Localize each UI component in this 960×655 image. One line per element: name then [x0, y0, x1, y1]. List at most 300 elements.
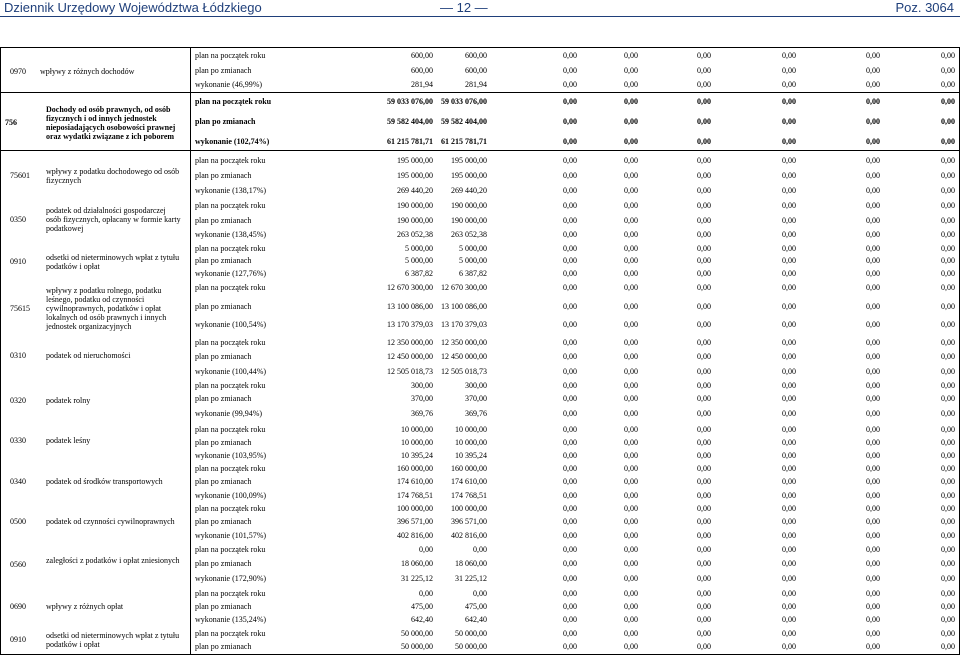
value-cell: 0,00: [866, 531, 880, 540]
value-cell: 0,00: [697, 256, 711, 265]
value-cell: 0,00: [941, 451, 955, 460]
value-cell: 190 000,00: [451, 201, 487, 210]
value-cell: 18 060,00: [401, 559, 433, 568]
value-cell: 0,00: [624, 615, 638, 624]
value-cell: 0,00: [941, 137, 955, 146]
row-label: plan po zmianach: [195, 438, 252, 447]
value-cell: 0,00: [782, 464, 796, 473]
section-code: 0310: [10, 351, 26, 360]
value-cell: 0,00: [941, 602, 955, 611]
value-cell: 0,00: [697, 80, 711, 89]
value-cell: 0,00: [563, 464, 577, 473]
row-label: plan na początek roku: [195, 201, 266, 210]
value-cell: 0,00: [866, 464, 880, 473]
value-cell: 10 000,00: [401, 438, 433, 447]
value-cell: 0,00: [563, 97, 577, 106]
row-label: wykonanie (101,57%): [195, 531, 267, 540]
value-cell: 0,00: [624, 283, 638, 292]
value-cell: 31 225,12: [455, 574, 487, 583]
value-cell: 50 000,00: [401, 629, 433, 638]
value-cell: 0,00: [624, 394, 638, 403]
section-code: 75601: [10, 171, 30, 180]
value-cell: 61 215 781,71: [441, 137, 487, 146]
row-label: wykonanie (99,94%): [195, 409, 263, 418]
value-cell: 12 450 000,00: [387, 352, 433, 361]
value-cell: 0,00: [941, 615, 955, 624]
value-cell: 0,00: [624, 559, 638, 568]
value-cell: 0,00: [866, 574, 880, 583]
value-cell: 0,00: [782, 320, 796, 329]
value-cell: 0,00: [697, 477, 711, 486]
value-cell: 174 768,51: [397, 491, 433, 500]
value-cell: 0,00: [697, 171, 711, 180]
value-cell: 0,00: [866, 137, 880, 146]
value-cell: 0,00: [697, 216, 711, 225]
row-label: wykonanie (100,54%): [195, 320, 267, 329]
value-cell: 0,00: [624, 425, 638, 434]
value-cell: 12 450 000,00: [441, 352, 487, 361]
value-cell: 31 225,12: [401, 574, 433, 583]
value-cell: 0,00: [624, 216, 638, 225]
value-cell: 12 350 000,00: [441, 338, 487, 347]
value-cell: 0,00: [563, 409, 577, 418]
value-cell: 0,00: [782, 531, 796, 540]
value-cell: 0,00: [697, 642, 711, 651]
row-label: plan po zmianach: [195, 642, 252, 651]
value-cell: 0,00: [866, 117, 880, 126]
value-cell: 475,00: [411, 602, 433, 611]
header-rule: [0, 16, 960, 17]
row-label: plan po zmianach: [195, 352, 252, 361]
value-cell: 0,00: [563, 531, 577, 540]
value-cell: 402 816,00: [397, 531, 433, 540]
value-cell: 0,00: [563, 629, 577, 638]
value-cell: 0,00: [866, 80, 880, 89]
section-code: 0340: [10, 477, 26, 486]
value-cell: 600,00: [411, 51, 433, 60]
value-cell: 190 000,00: [397, 216, 433, 225]
row-label: plan po zmianach: [195, 517, 252, 526]
value-cell: 0,00: [782, 269, 796, 278]
value-cell: 0,00: [782, 216, 796, 225]
value-cell: 0,00: [866, 269, 880, 278]
value-cell: 369,76: [465, 409, 487, 418]
value-cell: 0,00: [782, 302, 796, 311]
value-cell: 263 052,38: [451, 230, 487, 239]
value-cell: 61 215 781,71: [387, 137, 433, 146]
value-cell: 475,00: [465, 602, 487, 611]
row-label: wykonanie (138,17%): [195, 186, 267, 195]
value-cell: 0,00: [697, 574, 711, 583]
value-cell: 0,00: [941, 216, 955, 225]
value-cell: 0,00: [941, 186, 955, 195]
value-cell: 642,40: [411, 615, 433, 624]
value-cell: 12 505 018,73: [387, 367, 433, 376]
row-label: wykonanie (127,76%): [195, 269, 267, 278]
value-cell: 0,00: [624, 352, 638, 361]
section-code: 0330: [10, 436, 26, 445]
value-cell: 0,00: [866, 320, 880, 329]
value-cell: 0,00: [782, 589, 796, 598]
value-cell: 396 571,00: [397, 517, 433, 526]
value-cell: 0,00: [866, 171, 880, 180]
value-cell: 0,00: [419, 589, 433, 598]
value-cell: 0,00: [624, 201, 638, 210]
value-cell: 190 000,00: [397, 201, 433, 210]
value-cell: 0,00: [697, 629, 711, 638]
value-cell: 0,00: [624, 642, 638, 651]
row-label: plan po zmianach: [195, 117, 256, 126]
value-cell: 0,00: [697, 491, 711, 500]
value-cell: 0,00: [866, 425, 880, 434]
section-code: 0690: [10, 602, 26, 611]
value-cell: 5 000,00: [459, 244, 487, 253]
value-cell: 0,00: [624, 302, 638, 311]
value-cell: 174 610,00: [397, 477, 433, 486]
value-cell: 0,00: [941, 51, 955, 60]
value-cell: 0,00: [563, 66, 577, 75]
section-name: wpływy z różnych opłat: [46, 602, 124, 611]
value-cell: 0,00: [866, 629, 880, 638]
value-cell: 0,00: [624, 589, 638, 598]
value-cell: 0,00: [563, 137, 577, 146]
value-cell: 0,00: [624, 269, 638, 278]
value-cell: 0,00: [624, 438, 638, 447]
value-cell: 0,00: [866, 381, 880, 390]
row-label: plan na początek roku: [195, 629, 266, 638]
row-label: wykonanie (103,95%): [195, 451, 267, 460]
table-rule: [190, 47, 191, 655]
value-cell: 0,00: [941, 320, 955, 329]
value-cell: 0,00: [782, 491, 796, 500]
value-cell: 0,00: [866, 230, 880, 239]
value-cell: 0,00: [782, 186, 796, 195]
value-cell: 0,00: [563, 302, 577, 311]
value-cell: 0,00: [624, 156, 638, 165]
value-cell: 0,00: [563, 51, 577, 60]
value-cell: 396 571,00: [451, 517, 487, 526]
value-cell: 100 000,00: [397, 504, 433, 513]
value-cell: 0,00: [697, 186, 711, 195]
value-cell: 600,00: [465, 51, 487, 60]
row-label: wykonanie (100,44%): [195, 367, 267, 376]
value-cell: 0,00: [563, 574, 577, 583]
value-cell: 6 387,82: [405, 269, 433, 278]
value-cell: 0,00: [624, 51, 638, 60]
value-cell: 300,00: [411, 381, 433, 390]
value-cell: 0,00: [782, 602, 796, 611]
value-cell: 12 505 018,73: [441, 367, 487, 376]
value-cell: 0,00: [697, 66, 711, 75]
value-cell: 0,00: [624, 171, 638, 180]
value-cell: 0,00: [563, 589, 577, 598]
value-cell: 0,00: [697, 517, 711, 526]
value-cell: 0,00: [866, 156, 880, 165]
value-cell: 0,00: [624, 409, 638, 418]
row-label: plan na początek roku: [195, 338, 266, 347]
value-cell: 195 000,00: [397, 156, 433, 165]
value-cell: 0,00: [563, 186, 577, 195]
value-cell: 0,00: [941, 244, 955, 253]
value-cell: 0,00: [941, 156, 955, 165]
value-cell: 0,00: [941, 464, 955, 473]
value-cell: 0,00: [563, 394, 577, 403]
value-cell: 0,00: [866, 438, 880, 447]
value-cell: 0,00: [941, 477, 955, 486]
table-rule: [0, 150, 960, 151]
value-cell: 0,00: [563, 504, 577, 513]
value-cell: 50 000,00: [401, 642, 433, 651]
value-cell: 0,00: [941, 491, 955, 500]
value-cell: 0,00: [866, 302, 880, 311]
value-cell: 0,00: [624, 186, 638, 195]
value-cell: 0,00: [697, 352, 711, 361]
value-cell: 160 000,00: [451, 464, 487, 473]
row-label: plan po zmianach: [195, 302, 252, 311]
value-cell: 0,00: [697, 381, 711, 390]
value-cell: 0,00: [563, 117, 577, 126]
value-cell: 0,00: [624, 230, 638, 239]
row-label: plan po zmianach: [195, 559, 252, 568]
value-cell: 0,00: [563, 477, 577, 486]
value-cell: 0,00: [624, 137, 638, 146]
value-cell: 0,00: [697, 320, 711, 329]
value-cell: 0,00: [782, 545, 796, 554]
value-cell: 642,40: [465, 615, 487, 624]
value-cell: 0,00: [941, 117, 955, 126]
value-cell: 0,00: [941, 367, 955, 376]
value-cell: 0,00: [697, 394, 711, 403]
value-cell: 6 387,82: [459, 269, 487, 278]
value-cell: 195 000,00: [397, 171, 433, 180]
value-cell: 0,00: [563, 269, 577, 278]
value-cell: 0,00: [782, 338, 796, 347]
value-cell: 0,00: [782, 615, 796, 624]
value-cell: 0,00: [782, 451, 796, 460]
value-cell: 0,00: [624, 574, 638, 583]
value-cell: 0,00: [563, 438, 577, 447]
section-name: podatek od nieruchomości: [46, 351, 131, 360]
value-cell: 0,00: [941, 504, 955, 513]
value-cell: 18 060,00: [455, 559, 487, 568]
value-cell: 0,00: [782, 66, 796, 75]
value-cell: 0,00: [866, 517, 880, 526]
value-cell: 0,00: [563, 338, 577, 347]
value-cell: 10 000,00: [401, 425, 433, 434]
value-cell: 0,00: [866, 367, 880, 376]
value-cell: 0,00: [563, 491, 577, 500]
row-label: plan po zmianach: [195, 216, 252, 225]
value-cell: 0,00: [941, 269, 955, 278]
value-cell: 100 000,00: [451, 504, 487, 513]
value-cell: 0,00: [941, 531, 955, 540]
value-cell: 0,00: [697, 156, 711, 165]
value-cell: 0,00: [782, 256, 796, 265]
value-cell: 0,00: [419, 545, 433, 554]
value-cell: 0,00: [697, 409, 711, 418]
value-cell: 0,00: [563, 256, 577, 265]
row-label: plan na początek roku: [195, 244, 266, 253]
value-cell: 269 440,20: [397, 186, 433, 195]
value-cell: 0,00: [782, 394, 796, 403]
value-cell: 0,00: [866, 642, 880, 651]
row-label: plan po zmianach: [195, 602, 252, 611]
value-cell: 0,00: [563, 602, 577, 611]
value-cell: 0,00: [866, 97, 880, 106]
value-cell: 0,00: [563, 545, 577, 554]
section-name: podatek od środków transportowych: [46, 477, 163, 486]
row-label: plan na początek roku: [195, 589, 266, 598]
value-cell: 59 033 076,00: [387, 97, 433, 106]
value-cell: 0,00: [941, 338, 955, 347]
value-cell: 0,00: [866, 66, 880, 75]
value-cell: 370,00: [411, 394, 433, 403]
value-cell: 0,00: [624, 117, 638, 126]
value-cell: 12 670 300,00: [387, 283, 433, 292]
value-cell: 0,00: [782, 629, 796, 638]
value-cell: 0,00: [941, 352, 955, 361]
value-cell: 0,00: [697, 464, 711, 473]
value-cell: 0,00: [782, 381, 796, 390]
row-label: plan na początek roku: [195, 381, 266, 390]
value-cell: 0,00: [782, 244, 796, 253]
value-cell: 0,00: [624, 545, 638, 554]
page-header: [0, 0, 960, 17]
value-cell: 0,00: [563, 642, 577, 651]
section-code: 756: [5, 118, 17, 127]
value-cell: 0,00: [563, 367, 577, 376]
value-cell: 0,00: [782, 201, 796, 210]
value-cell: 5 000,00: [459, 256, 487, 265]
value-cell: 0,00: [866, 589, 880, 598]
value-cell: 59 582 404,00: [387, 117, 433, 126]
row-label: plan na początek roku: [195, 51, 266, 60]
value-cell: 0,00: [563, 381, 577, 390]
value-cell: 0,00: [563, 615, 577, 624]
value-cell: 10 000,00: [455, 438, 487, 447]
value-cell: 0,00: [624, 602, 638, 611]
value-cell: 0,00: [697, 201, 711, 210]
value-cell: 174 768,51: [451, 491, 487, 500]
section-name: zaległości z podatków i opłat zniesionych: [46, 555, 180, 565]
section-name: wpływy z różnych dochodów: [40, 67, 135, 76]
value-cell: 0,00: [866, 244, 880, 253]
row-label: plan po zmianach: [195, 394, 252, 403]
value-cell: 0,00: [697, 367, 711, 376]
value-cell: 0,00: [697, 51, 711, 60]
value-cell: 0,00: [697, 269, 711, 278]
value-cell: 160 000,00: [397, 464, 433, 473]
row-label: wykonanie (172,90%): [195, 574, 267, 583]
value-cell: 0,00: [624, 517, 638, 526]
value-cell: 0,00: [624, 256, 638, 265]
value-cell: 0,00: [624, 491, 638, 500]
value-cell: 0,00: [941, 171, 955, 180]
section-code: 0350: [10, 215, 26, 224]
row-label: plan po zmianach: [195, 477, 252, 486]
value-cell: 0,00: [563, 283, 577, 292]
value-cell: 0,00: [941, 201, 955, 210]
value-cell: 0,00: [624, 66, 638, 75]
value-cell: 0,00: [866, 409, 880, 418]
value-cell: 10 395,24: [455, 451, 487, 460]
row-label: plan na początek roku: [195, 464, 266, 473]
value-cell: 0,00: [782, 504, 796, 513]
value-cell: 0,00: [782, 171, 796, 180]
value-cell: 0,00: [782, 352, 796, 361]
value-cell: 0,00: [941, 545, 955, 554]
value-cell: 0,00: [866, 283, 880, 292]
value-cell: 0,00: [782, 517, 796, 526]
value-cell: 0,00: [624, 477, 638, 486]
value-cell: 0,00: [866, 491, 880, 500]
value-cell: 59 582 404,00: [441, 117, 487, 126]
value-cell: 0,00: [624, 504, 638, 513]
value-cell: 0,00: [866, 545, 880, 554]
value-cell: 0,00: [624, 97, 638, 106]
value-cell: 50 000,00: [455, 629, 487, 638]
value-cell: 0,00: [563, 216, 577, 225]
row-label: wykonanie (135,24%): [195, 615, 267, 624]
row-label: plan na początek roku: [195, 504, 266, 513]
position-number: Poz. 3064: [895, 0, 954, 15]
value-cell: 190 000,00: [451, 216, 487, 225]
value-cell: 0,00: [624, 381, 638, 390]
value-cell: 263 052,38: [397, 230, 433, 239]
section-name: wpływy z podatku rolnego, podatku leśnego, podatku od czynności cywilnoprawnych, podatków i opłat lokalnych od osób prawnych i innych jednostek organizacyjnych: [46, 286, 167, 331]
value-cell: 0,00: [866, 602, 880, 611]
value-cell: 0,00: [697, 230, 711, 239]
value-cell: 0,00: [697, 504, 711, 513]
value-cell: 402 816,00: [451, 531, 487, 540]
value-cell: 0,00: [563, 80, 577, 89]
section-code: 0320: [10, 396, 26, 405]
value-cell: 0,00: [782, 156, 796, 165]
value-cell: 281,94: [465, 80, 487, 89]
row-label: plan na początek roku: [195, 97, 272, 106]
row-label: plan na początek roku: [195, 283, 266, 292]
journal-title: Dziennik Urzędowy Województwa Łódzkiego: [4, 0, 262, 15]
value-cell: 0,00: [624, 320, 638, 329]
value-cell: 0,00: [697, 137, 711, 146]
value-cell: 0,00: [941, 66, 955, 75]
value-cell: 281,94: [411, 80, 433, 89]
value-cell: 0,00: [697, 531, 711, 540]
value-cell: 0,00: [473, 589, 487, 598]
value-cell: 0,00: [866, 186, 880, 195]
value-cell: 0,00: [866, 51, 880, 60]
section-name: podatek od działalności gospodarczej osób fizycznych, opłacany w formie karty podatkowej: [46, 206, 181, 233]
value-cell: 0,00: [563, 451, 577, 460]
section-name: odsetki od nieterminowych wpłat z tytułu podatków i opłat: [46, 252, 180, 271]
value-cell: 0,00: [782, 642, 796, 651]
value-cell: 0,00: [697, 244, 711, 253]
value-cell: 0,00: [866, 451, 880, 460]
value-cell: 0,00: [941, 230, 955, 239]
section-name: Dochody od osób prawnych, od osób fizycznych i od innych jednostek nieposiadających osobowości prawnej oraz wydatki związane z ich poborem: [46, 104, 176, 141]
value-cell: 0,00: [563, 244, 577, 253]
value-cell: 174 610,00: [451, 477, 487, 486]
value-cell: 0,00: [866, 559, 880, 568]
value-cell: 0,00: [782, 51, 796, 60]
value-cell: 0,00: [473, 545, 487, 554]
value-cell: 12 350 000,00: [387, 338, 433, 347]
value-cell: 0,00: [624, 464, 638, 473]
row-label: wykonanie (138,45%): [195, 230, 267, 239]
value-cell: 0,00: [782, 574, 796, 583]
value-cell: 0,00: [624, 244, 638, 253]
section-name: podatek leśny: [46, 436, 91, 445]
